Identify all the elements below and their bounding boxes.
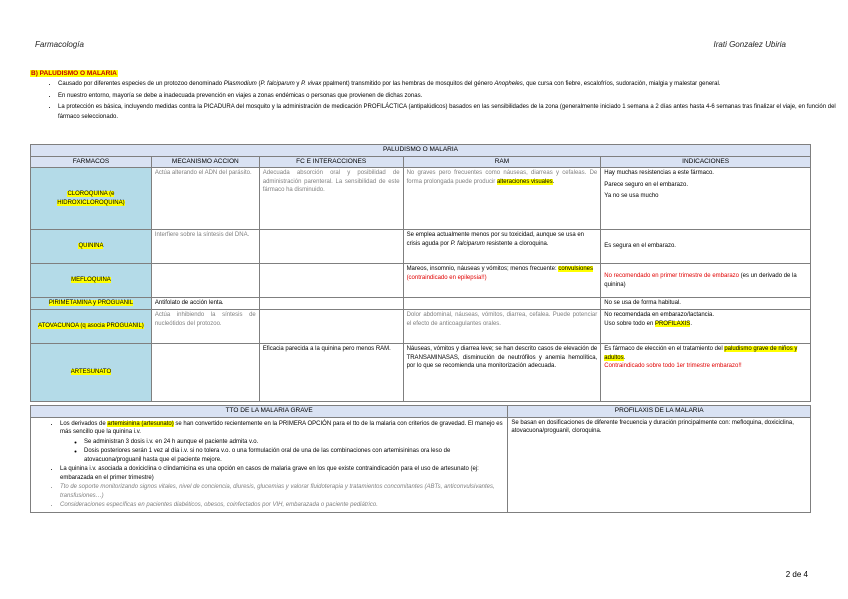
adverse-effects-cell: Dolor abdominal, náuseas, vómitos, diarrea, cefalea. Puede potenciar el efecto de anticoagulantes orales.: [403, 310, 601, 344]
drug-artesunato: ARTESUNATO: [31, 344, 152, 402]
col-header-tto-grave: TTO DE LA MALARIA GRAVE: [31, 406, 508, 418]
drug-pirimetamina-proguanil: PIRIMETAMINA y PROGUANIL: [31, 298, 152, 310]
severe-treatment-list: [34, 420, 504, 510]
col-header-profilaxis: PROFILAXIS DE LA MALARIA: [508, 406, 811, 418]
page-number: 2 de 4: [785, 570, 808, 579]
pharmacokinetics-cell: Eficacia parecida a la quinina pero menos RAM.: [259, 344, 403, 402]
col-header-farmacos: FARMACOS: [31, 156, 152, 168]
severe-treatment-cell: [31, 417, 508, 512]
indications-cell: No recomendada en embarazo/lactancia. Uso sobre todo en PROFILAXIS.: [601, 310, 811, 344]
mechanism-cell: [151, 264, 259, 298]
pharmacokinetics-cell: [259, 310, 403, 344]
pharmacokinetics-cell: [259, 264, 403, 298]
intro-list: [30, 80, 838, 124]
list-item: • Los derivados de artemisinina (artesunato) se han convertido recientemente en la PRIMERA OPCIÓN para el tto de la malaria con criterios de gravedad. El manejo es más sencillo que la quinina i.v. ◦ Se administran 3 dosis i.v. en 24 h aunque el paciente admita v.o. ◦ Dosis posteriores serán 1 vez al día i.v. si no tolera v.o. o una formulación oral de una de las combinaciones con artemisininas ora leso de atovacuona/proguanil hasta que el paciente mejore.: [60, 420, 504, 465]
header-subject: Farmacología: [35, 40, 84, 49]
col-header-indicaciones: INDICACIONES: [601, 156, 811, 168]
indications-cell: Es segura en el embarazo.: [601, 230, 811, 264]
table-title: PALUDISMO O MALARIA: [31, 145, 811, 157]
table-row: [31, 310, 811, 344]
intro-bullet-2: • En nuestro entorno, mayoría se debe a inadecuada prevención en viajes a zonas endémicas o personas que provienen de dichas zonas.: [58, 92, 838, 102]
indications-cell: No se usa de forma habitual.: [601, 298, 811, 310]
indications-cell: Hay muchas resistencias a este fármaco. Parece seguro en el embarazo. Ya no se usa mucho: [601, 168, 811, 230]
mechanism-cell: Actúa alterando el ADN del parásito.: [151, 168, 259, 230]
list-item: ◦ Dosis posteriores serán 1 vez al día i.v. si no tolera v.o. o una formulación oral de una de las combinaciones con artemisininas ora leso de atovacuona/proguanil hasta que el paciente mejore.: [84, 447, 504, 464]
list-item: • Tto de soporte monitorizando signos vitales, nivel de conciencia, diuresis, glucemias y valorar fluidoterapia y tratamientos concomitantes (ABTs, anticonvulsivantes, transfusiones…): [60, 483, 504, 500]
col-header-fc: FC E INTERACCIONES: [259, 156, 403, 168]
table-row: [31, 264, 811, 298]
indications-cell: No recomendado en primer trimestre de embarazo (es un derivado de la quinina): [601, 264, 811, 298]
pharmacokinetics-cell: Adecuada absorción oral y posibilidad de administración parenteral. La sensibilidad de este fármaco ha disminuido.: [259, 168, 403, 230]
adverse-effects-cell: Mareos, insomnio, náuseas y vómitos; menos frecuente: convulsiones (contraindicado en epilepsia!!): [403, 264, 601, 298]
mechanism-cell: Antifolato de acción lenta.: [151, 298, 259, 310]
header-author: Irati Gonzalez Ubiria: [713, 40, 786, 49]
drug-atovacuona: ATOVACUNOA (q asocia PROGUANIL): [31, 310, 152, 344]
intro-bullet-3: • La protección es básica, incluyendo medidas contra la PICADURA del mosquito y la administración de medicación PROFILÁCTICA (antipalúdicos) basados en las sensibilidades de la zona (generalmente iniciado 1 semana a 2 días antes hasta 4-6 semanas tras finalizar el viaje, en función del fármaco seleccionado.: [58, 103, 838, 122]
mechanism-cell: Actúa inhibiendo la síntesis de nucleótidos del protozoo.: [151, 310, 259, 344]
mechanism-cell: [151, 344, 259, 402]
adverse-effects-cell: Se emplea actualmente menos por su toxicidad, aunque se usa en crisis aguda por P. falciparum resistente a cloroquina.: [403, 230, 601, 264]
col-header-mecanismo: MECANISMO ACCION: [151, 156, 259, 168]
section-title: B) PALUDISMO O MALARIA: [31, 70, 117, 77]
table-row: [31, 230, 811, 264]
pharmacokinetics-cell: [259, 230, 403, 264]
list-item: • Consideraciones específicas en pacientes diabéticos, obesos, coinfectados por VIH, embarazada o paciente pediátrico.: [60, 501, 504, 510]
drug-mefloquina: MEFLOQUINA: [31, 264, 152, 298]
drug-cloroquina: CLOROQUINA (e HIDROXICLOROQUINA): [31, 168, 152, 230]
adverse-effects-cell: Náuseas, vómitos y diarrea leve; se han descrito casos de elevación de TRANSAMINASAS, disminución de neutrófilos y anemia hemolítica, por lo que se recomienda una monitorización adecuada.: [403, 344, 601, 402]
col-header-ram: RAM: [403, 156, 601, 168]
adverse-effects-cell: No graves pero frecuentes como náuseas, diarreas y cefaleas. De forma prolongada puede producir alteraciones visuales.: [403, 168, 601, 230]
intro-bullet-1: • Causado por diferentes especies de un protozoo denominado Plasmodium (P. falciparum y P. vivax ppalment) transmitido por las hembras de mosquitos del género Anopheles, que cursa con fiebre, escalofríos, sudoración, mialgia y malestar general.: [58, 80, 838, 90]
table-row: [31, 344, 811, 402]
indications-cell: Es fármaco de elección en el tratamiento del paludismo grave de niños y adultos. Contraindicado sobre todo 1er trimestre embarazo!!: [601, 344, 811, 402]
table-row: [31, 298, 811, 310]
treatment-prophylaxis-table: [30, 405, 811, 513]
malaria-drugs-table: [30, 144, 811, 402]
list-item: • La quinina i.v. asociada a doxiciclina o clindamicina es una opción en casos de malaria grave en los que existe contraindicación para el uso de artesunato (ej: embarazada en el primer trimestre): [60, 465, 504, 482]
adverse-effects-cell: [403, 298, 601, 310]
mechanism-cell: Interfiere sobre la síntesis del DNA.: [151, 230, 259, 264]
drug-quinina: QUININA: [31, 230, 152, 264]
pharmacokinetics-cell: [259, 298, 403, 310]
prophylaxis-cell: Se basan en dosificaciones de diferente frecuencia y duración principalmente con: mefloquina, doxiciclina, atovacuona/proguanil, cloroquina.: [508, 417, 811, 512]
list-item: ◦ Se administran 3 dosis i.v. en 24 h aunque el paciente admita v.o.: [84, 438, 504, 447]
table-row: [31, 168, 811, 230]
